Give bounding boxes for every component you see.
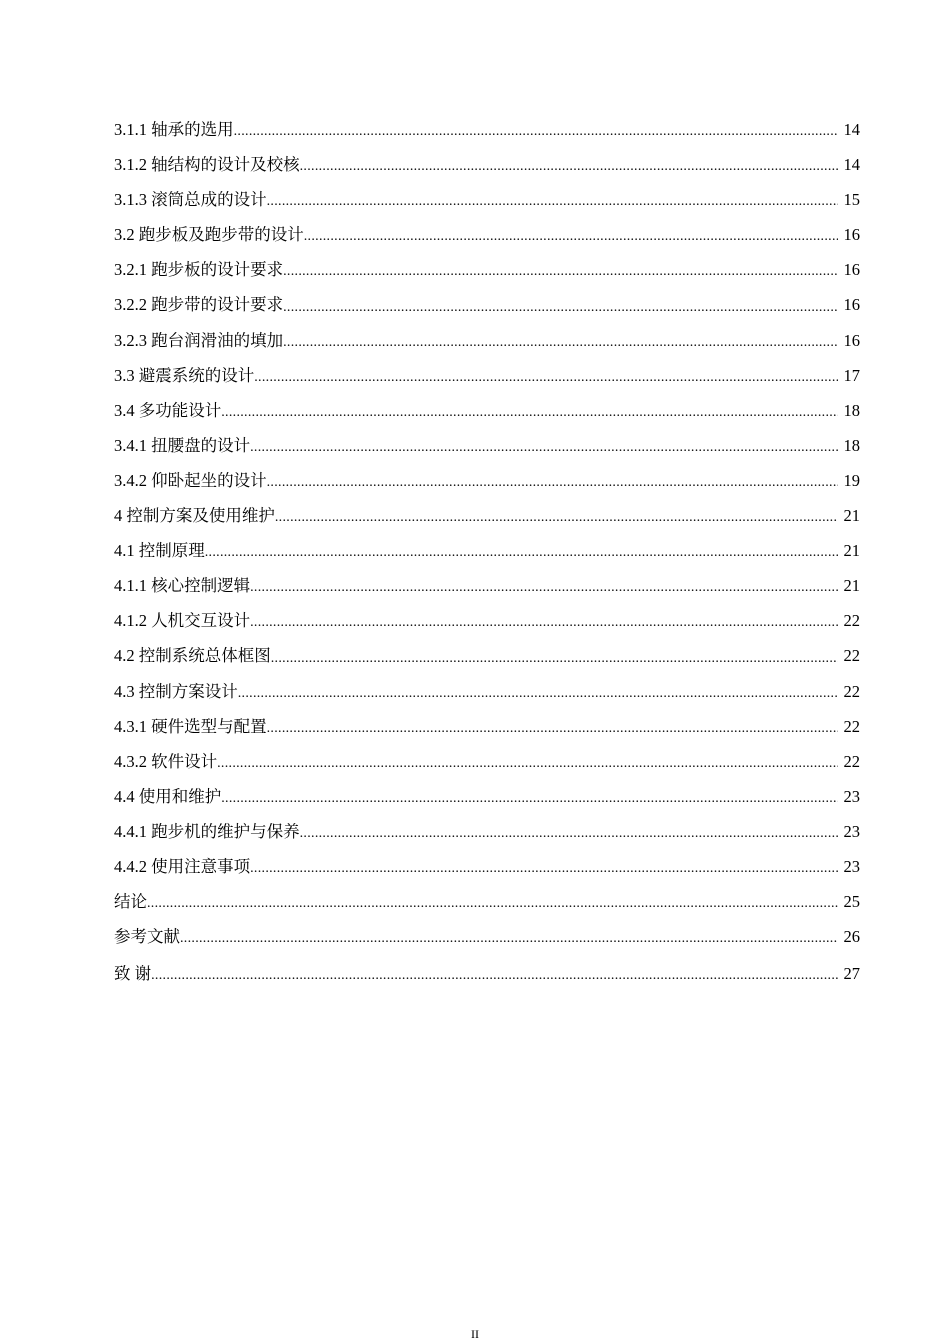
toc-entry[interactable] bbox=[114, 533, 860, 568]
toc-entry-title: 4.1.2 人机交互设计 bbox=[114, 611, 251, 631]
dot-leader bbox=[254, 358, 837, 393]
toc-entry[interactable] bbox=[114, 217, 860, 252]
toc-entry-page: 15 bbox=[843, 190, 860, 210]
toc-entry-page: 22 bbox=[843, 611, 860, 631]
toc-entry-page: 19 bbox=[843, 470, 860, 490]
toc-entry-page: 22 bbox=[843, 751, 860, 771]
toc-entry-page: 16 bbox=[843, 260, 860, 280]
toc-entry-title: 4 控制方案及使用维护 bbox=[114, 506, 275, 526]
toc-entry-page: 14 bbox=[843, 120, 860, 139]
toc-entry[interactable] bbox=[114, 709, 860, 744]
dot-leader bbox=[147, 884, 838, 919]
toc-entry-page: 22 bbox=[843, 716, 860, 736]
toc-entry[interactable] bbox=[114, 568, 860, 603]
toc-entry-title: 结论 bbox=[114, 892, 147, 912]
table-of-contents bbox=[114, 112, 860, 991]
toc-entry[interactable] bbox=[114, 112, 860, 147]
dot-leader bbox=[267, 463, 838, 498]
toc-entry-title: 3.4 多功能设计 bbox=[114, 400, 222, 420]
dot-leader bbox=[180, 919, 838, 954]
dot-leader bbox=[267, 709, 838, 744]
toc-entry-title: 4.4 使用和维护 bbox=[114, 786, 222, 806]
toc-entry-title: 3.4.1 扭腰盘的设计 bbox=[114, 435, 251, 455]
toc-entry-page: 17 bbox=[843, 365, 860, 385]
toc-entry[interactable] bbox=[114, 428, 860, 463]
toc-entry-title: 4.2 控制系统总体框图 bbox=[114, 646, 271, 666]
toc-entry[interactable] bbox=[114, 638, 860, 673]
dot-leader bbox=[304, 217, 838, 252]
toc-entry-page: 21 bbox=[843, 576, 860, 596]
toc-entry-title: 3.2 跑步板及跑步带的设计 bbox=[114, 225, 304, 245]
dot-leader bbox=[300, 814, 838, 849]
page-number: II bbox=[471, 1327, 479, 1341]
toc-entry[interactable] bbox=[114, 498, 860, 533]
toc-entry-title: 参考文献 bbox=[114, 927, 180, 947]
toc-entry-title: 3.1.2 轴结构的设计及校核 bbox=[114, 155, 300, 175]
dot-leader bbox=[250, 568, 837, 603]
toc-entry[interactable] bbox=[114, 849, 860, 884]
toc-entry-page: 18 bbox=[843, 400, 860, 420]
toc-entry[interactable] bbox=[114, 919, 860, 954]
dot-leader bbox=[221, 393, 837, 428]
toc-entry-page: 26 bbox=[843, 927, 860, 947]
toc-entry[interactable] bbox=[114, 603, 860, 638]
toc-entry-title: 4.1 控制原理 bbox=[114, 541, 205, 561]
toc-entry-title: 3.3 避震系统的设计 bbox=[114, 365, 255, 385]
toc-entry-title: 4.3.2 软件设计 bbox=[114, 751, 218, 771]
toc-entry-page: 25 bbox=[843, 892, 860, 912]
dot-leader bbox=[221, 779, 837, 814]
dot-leader bbox=[238, 674, 838, 709]
toc-entry-title: 3.1.1 轴承的选用 bbox=[114, 120, 234, 139]
toc-entry[interactable] bbox=[114, 674, 860, 709]
toc-entry[interactable] bbox=[114, 814, 860, 849]
toc-entry-title: 4.4.2 使用注意事项 bbox=[114, 856, 251, 876]
toc-entry-title: 4.1.1 核心控制逻辑 bbox=[114, 576, 251, 596]
toc-entry-page: 27 bbox=[843, 964, 860, 984]
toc-entry-title: 4.3.1 硬件选型与配置 bbox=[114, 716, 267, 736]
toc-entry-page: 23 bbox=[843, 856, 860, 876]
toc-entry-title: 3.2.1 跑步板的设计要求 bbox=[114, 260, 284, 280]
toc-entry[interactable] bbox=[114, 358, 860, 393]
toc-entry[interactable] bbox=[114, 147, 860, 182]
dot-leader bbox=[250, 849, 837, 884]
toc-entry[interactable] bbox=[114, 463, 860, 498]
toc-entry[interactable] bbox=[114, 182, 860, 217]
toc-entry-title: 4.4.1 跑步机的维护与保养 bbox=[114, 821, 300, 841]
dot-leader bbox=[217, 744, 837, 779]
toc-entry-page: 16 bbox=[843, 330, 860, 350]
toc-entry-title: 3.2.3 跑台润滑油的填加 bbox=[114, 330, 284, 350]
dot-leader bbox=[250, 603, 837, 638]
toc-entry[interactable] bbox=[114, 744, 860, 779]
toc-entry-page: 21 bbox=[843, 506, 860, 526]
dot-leader bbox=[275, 498, 838, 533]
dot-leader bbox=[283, 323, 837, 358]
toc-entry[interactable] bbox=[114, 252, 860, 287]
toc-entry-page: 23 bbox=[843, 786, 860, 806]
dot-leader bbox=[300, 147, 838, 182]
toc-entry-title: 3.2.2 跑步带的设计要求 bbox=[114, 295, 284, 315]
toc-entry-title: 3.1.3 滚筒总成的设计 bbox=[114, 190, 267, 210]
toc-entry[interactable] bbox=[114, 884, 860, 919]
dot-leader bbox=[271, 638, 838, 673]
toc-entry[interactable] bbox=[114, 287, 860, 322]
toc-entry-page: 22 bbox=[843, 646, 860, 666]
toc-entry-page: 16 bbox=[843, 225, 860, 245]
toc-entry[interactable] bbox=[114, 956, 860, 991]
toc-entry[interactable] bbox=[114, 779, 860, 814]
toc-entry-page: 22 bbox=[843, 681, 860, 701]
toc-entry-title: 致 谢 bbox=[114, 964, 152, 984]
dot-leader bbox=[234, 112, 838, 147]
toc-entry-page: 23 bbox=[843, 821, 860, 841]
dot-leader bbox=[267, 182, 838, 217]
toc-entry-title: 3.4.2 仰卧起坐的设计 bbox=[114, 470, 267, 490]
toc-entry-title: 4.3 控制方案设计 bbox=[114, 681, 238, 701]
dot-leader bbox=[283, 252, 837, 287]
dot-leader bbox=[250, 428, 837, 463]
toc-entry-page: 14 bbox=[843, 155, 860, 175]
dot-leader bbox=[205, 533, 838, 568]
toc-entry-page: 21 bbox=[843, 541, 860, 561]
toc-entry[interactable] bbox=[114, 323, 860, 358]
dot-leader bbox=[283, 287, 837, 322]
toc-entry[interactable] bbox=[114, 393, 860, 428]
toc-entry-page: 18 bbox=[843, 435, 860, 455]
toc-entry-page: 16 bbox=[843, 295, 860, 315]
dot-leader bbox=[151, 956, 837, 991]
